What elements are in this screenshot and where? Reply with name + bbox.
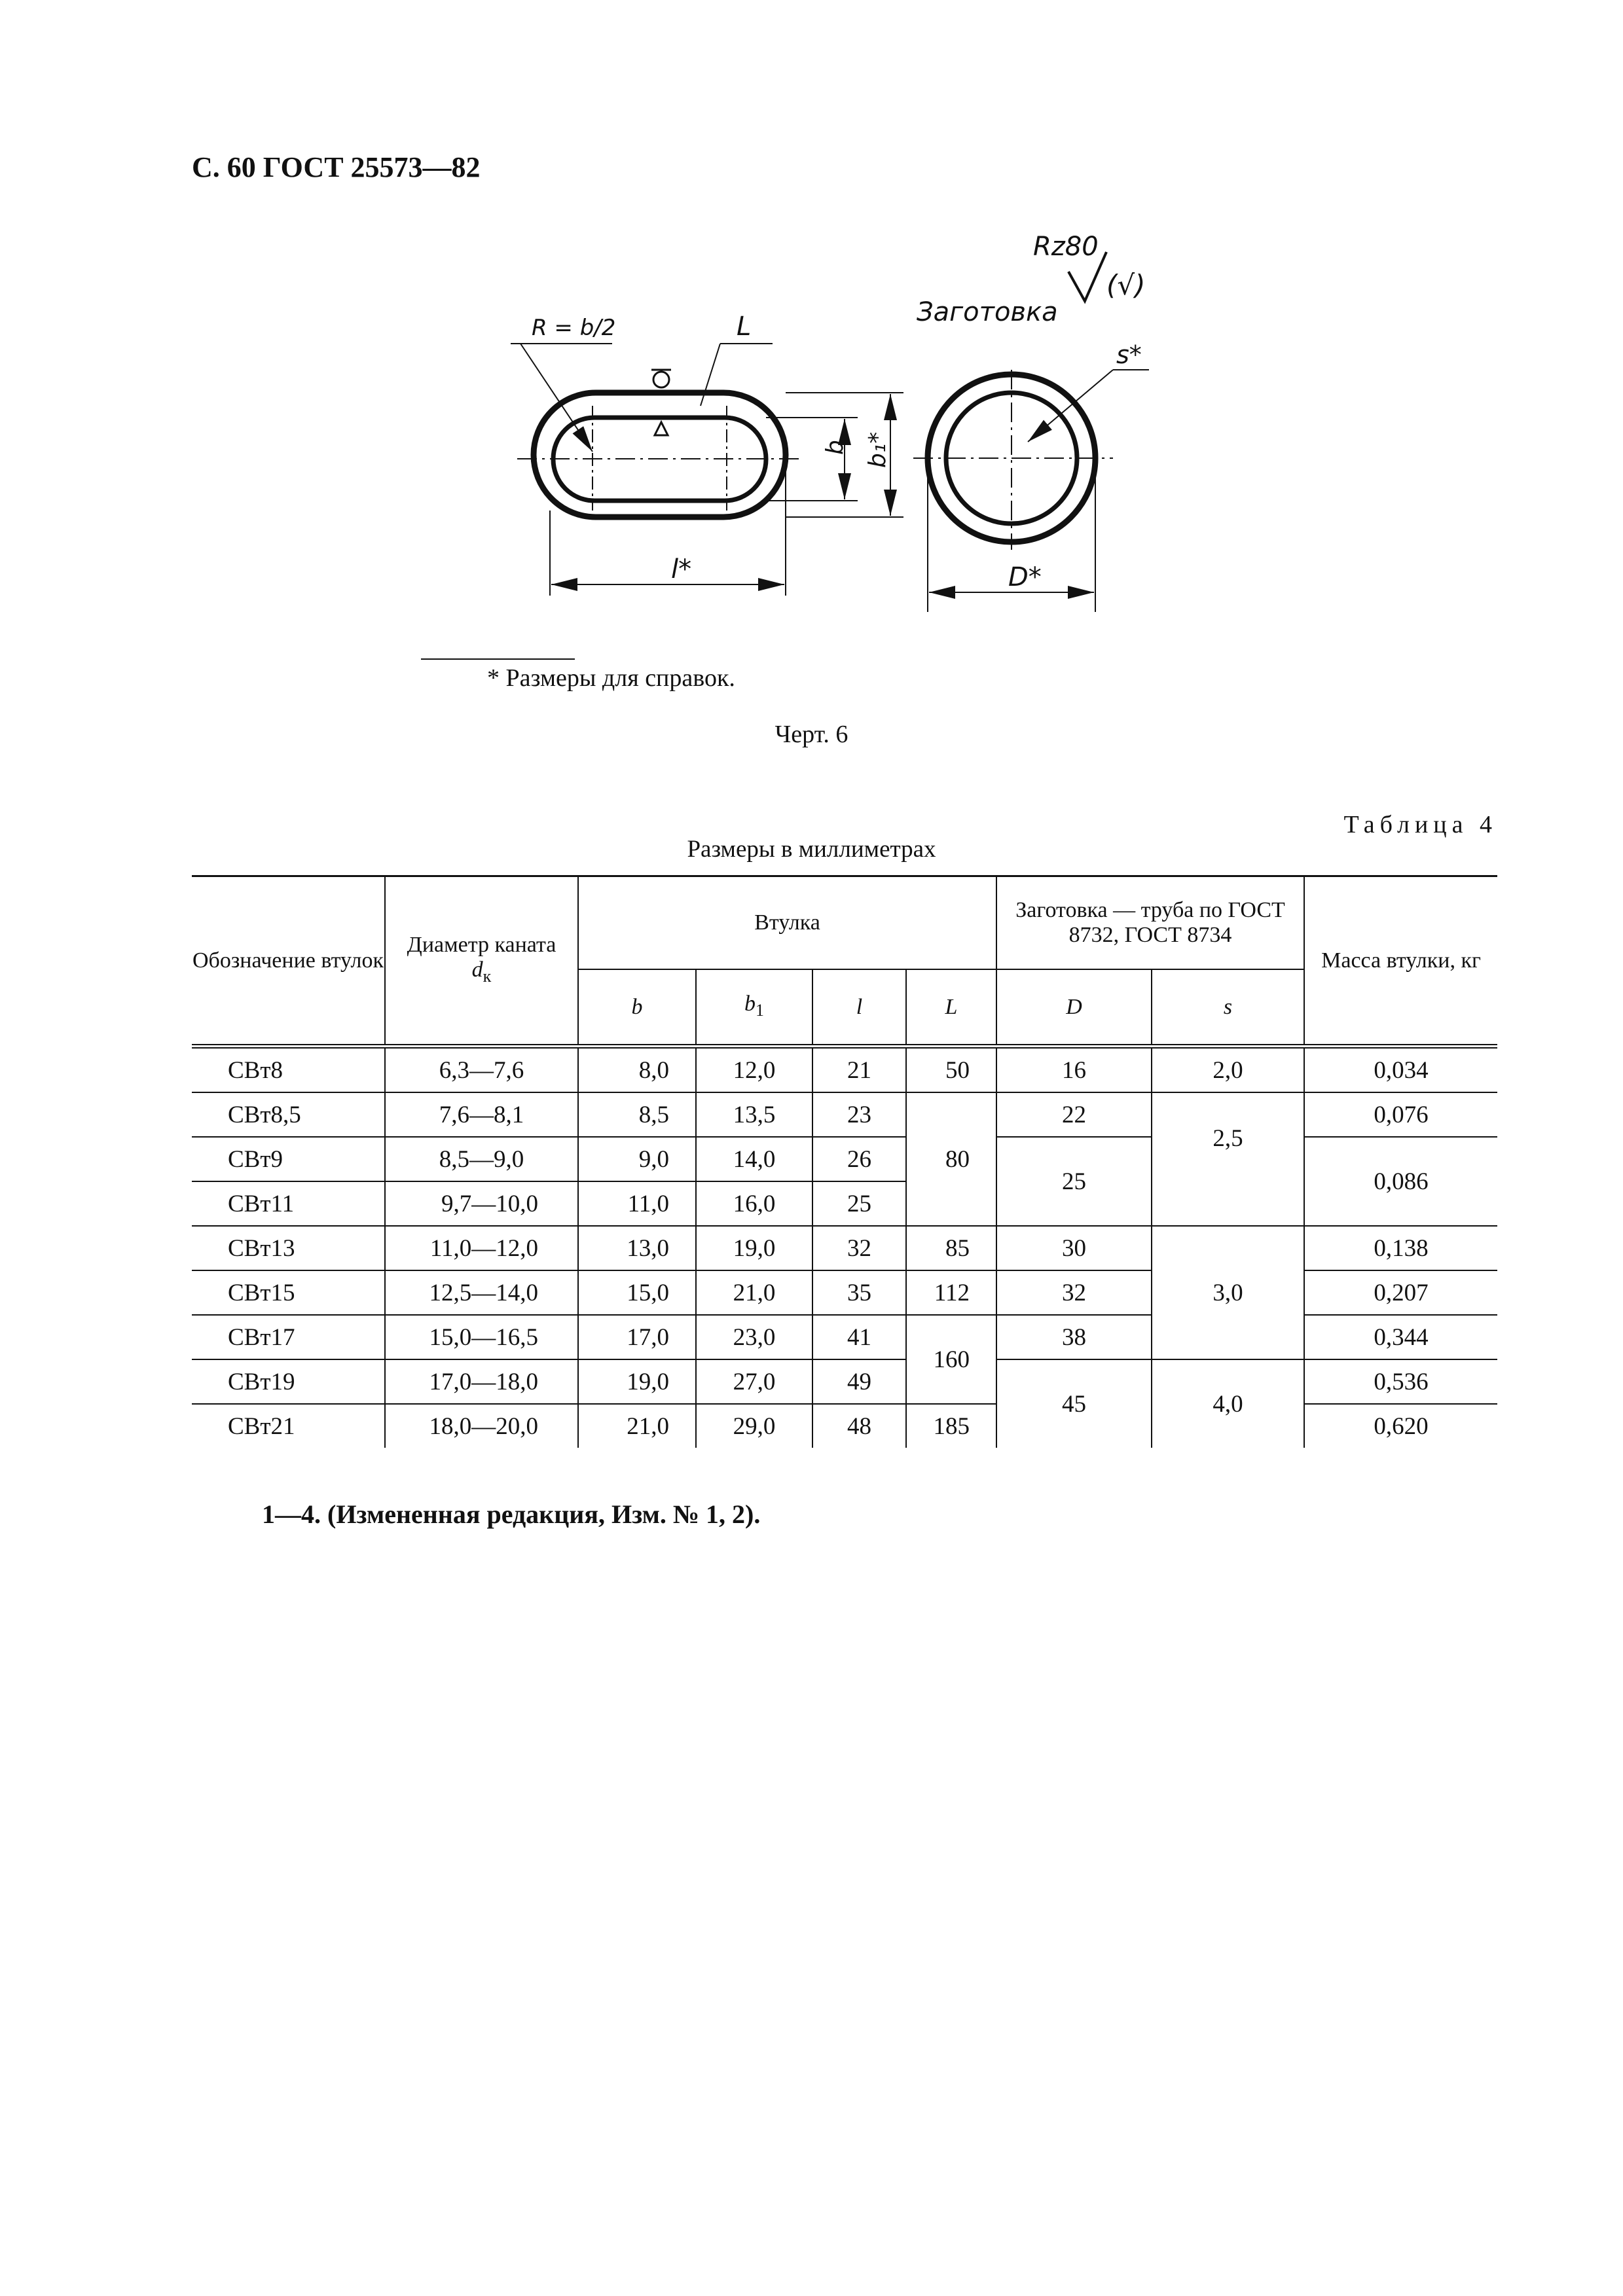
cell-name: СВт15 xyxy=(192,1270,385,1315)
cell-D: 45 xyxy=(996,1359,1152,1448)
footnote-rule xyxy=(421,658,575,660)
roughness-label: Rz80 xyxy=(1033,232,1099,262)
cell-b: 13,0 xyxy=(578,1226,696,1270)
figure-caption: Черт. 6 xyxy=(775,721,848,748)
cell-b: 15,0 xyxy=(578,1270,696,1315)
table-row xyxy=(192,1092,1497,1137)
cell-b: 8,5 xyxy=(578,1092,696,1137)
cell-L: 80 xyxy=(906,1092,996,1226)
cell-name: СВт8,5 xyxy=(192,1092,385,1137)
amendment-note: 1—4. (Измененная редакция, Изм. № 1, 2). xyxy=(262,1499,761,1529)
sleeve-dimensions-table xyxy=(192,875,1497,1448)
cell-dk: 8,5—9,0 xyxy=(385,1137,578,1181)
b1-dim-label: b₁* xyxy=(864,431,891,468)
cell-mass: 0,086 xyxy=(1304,1137,1497,1226)
cell-name: СВт13 xyxy=(192,1226,385,1270)
cell-b: 8,0 xyxy=(578,1047,696,1093)
cell-b: 17,0 xyxy=(578,1315,696,1359)
blank-label: Заготовка xyxy=(917,297,1058,327)
cell-s: 2,0 xyxy=(1152,1047,1304,1093)
cell-l: 49 xyxy=(812,1359,906,1404)
cell-name: СВт21 xyxy=(192,1404,385,1448)
cell-b: 21,0 xyxy=(578,1404,696,1448)
cell-l: 21 xyxy=(812,1047,906,1093)
cell-b1: 14,0 xyxy=(696,1137,812,1181)
header-b: b xyxy=(578,969,696,1047)
cell-L: 50 xyxy=(906,1047,996,1093)
s-dim-label: s* xyxy=(1116,340,1142,369)
cell-name: СВт9 xyxy=(192,1137,385,1181)
header-l: l xyxy=(812,969,906,1047)
cell-l: 48 xyxy=(812,1404,906,1448)
cell-l: 23 xyxy=(812,1092,906,1137)
table-label: Таблица 4 xyxy=(1343,811,1497,838)
roughness-paren: (√) xyxy=(1106,269,1146,301)
cell-D: 38 xyxy=(996,1315,1152,1359)
header-sleeve: Втулка xyxy=(578,876,996,970)
cell-dk: 7,6—8,1 xyxy=(385,1092,578,1137)
cell-b: 11,0 xyxy=(578,1181,696,1226)
sleeve-oval-view xyxy=(511,344,903,596)
cell-D: 30 xyxy=(996,1226,1152,1270)
cell-mass: 0,076 xyxy=(1304,1092,1497,1137)
cell-mass: 0,138 xyxy=(1304,1226,1497,1270)
cell-mass: 0,207 xyxy=(1304,1270,1497,1315)
cell-dk: 9,7—10,0 xyxy=(385,1181,578,1226)
cell-L: 85 xyxy=(906,1226,996,1270)
cell-mass: 0,034 xyxy=(1304,1047,1497,1093)
page-header: С. 60 ГОСТ 25573—82 xyxy=(192,151,481,183)
cell-l: 26 xyxy=(812,1137,906,1181)
length-label: L xyxy=(737,312,752,342)
cell-name: СВт11 xyxy=(192,1181,385,1226)
cell-mass: 0,620 xyxy=(1304,1404,1497,1448)
cell-l: 25 xyxy=(812,1181,906,1226)
cell-b1: 13,5 xyxy=(696,1092,812,1137)
cell-l: 41 xyxy=(812,1315,906,1359)
header-D: D xyxy=(996,969,1152,1047)
header-mass: Масса втулки, кг xyxy=(1304,876,1497,1047)
footnote: * Размеры для справок. xyxy=(487,664,735,692)
cell-b1: 19,0 xyxy=(696,1226,812,1270)
cell-b1: 29,0 xyxy=(696,1404,812,1448)
cell-dk: 17,0—18,0 xyxy=(385,1359,578,1404)
table-row xyxy=(192,1226,1497,1270)
cell-name: СВт19 xyxy=(192,1359,385,1404)
cell-L: 185 xyxy=(906,1404,996,1448)
cell-D: 22 xyxy=(996,1092,1152,1137)
cell-l: 35 xyxy=(812,1270,906,1315)
technical-drawing xyxy=(0,0,1623,655)
cell-b: 9,0 xyxy=(578,1137,696,1181)
D-dim-label: D* xyxy=(1008,562,1042,592)
cell-dk: 6,3—7,6 xyxy=(385,1047,578,1093)
cell-dk: 12,5—14,0 xyxy=(385,1270,578,1315)
header-L: L xyxy=(906,969,996,1047)
header-s: s xyxy=(1152,969,1304,1047)
cell-name: СВт8 xyxy=(192,1047,385,1093)
cell-L: 160 xyxy=(906,1315,996,1404)
radius-label: R = b/2 xyxy=(532,315,616,341)
header-rope-diameter: Диаметр каната $d_к$ xyxy=(385,876,578,1047)
cell-D: 25 xyxy=(996,1137,1152,1226)
cell-s: 2,5 xyxy=(1152,1092,1304,1226)
cell-dk: 15,0—16,5 xyxy=(385,1315,578,1359)
cell-D: 32 xyxy=(996,1270,1152,1315)
cell-b1: 27,0 xyxy=(696,1359,812,1404)
cell-mass: 0,344 xyxy=(1304,1315,1497,1359)
b-dim-label: b xyxy=(822,440,848,455)
table-row xyxy=(192,1047,1497,1093)
cell-D: 16 xyxy=(996,1047,1152,1093)
cell-s: 3,0 xyxy=(1152,1226,1304,1359)
table-row xyxy=(192,1359,1497,1404)
cell-L: 112 xyxy=(906,1270,996,1315)
cell-name: СВт17 xyxy=(192,1315,385,1359)
cell-b1: 12,0 xyxy=(696,1047,812,1093)
cell-dk: 18,0—20,0 xyxy=(385,1404,578,1448)
header-designation: Обозначение втулок xyxy=(192,876,385,1047)
l-dim-label: l* xyxy=(671,554,692,584)
cell-b1: 23,0 xyxy=(696,1315,812,1359)
table-subtitle: Размеры в миллиметрах xyxy=(687,836,936,863)
cell-mass: 0,536 xyxy=(1304,1359,1497,1404)
cell-dk: 11,0—12,0 xyxy=(385,1226,578,1270)
cell-b: 19,0 xyxy=(578,1359,696,1404)
header-blank: Заготовка — труба по ГОСТ 8732, ГОСТ 8734 xyxy=(996,876,1304,970)
cell-s: 4,0 xyxy=(1152,1359,1304,1448)
cell-b1: 16,0 xyxy=(696,1181,812,1226)
header-b1: $b_1$ xyxy=(696,969,812,1047)
cell-b1: 21,0 xyxy=(696,1270,812,1315)
cell-l: 32 xyxy=(812,1226,906,1270)
